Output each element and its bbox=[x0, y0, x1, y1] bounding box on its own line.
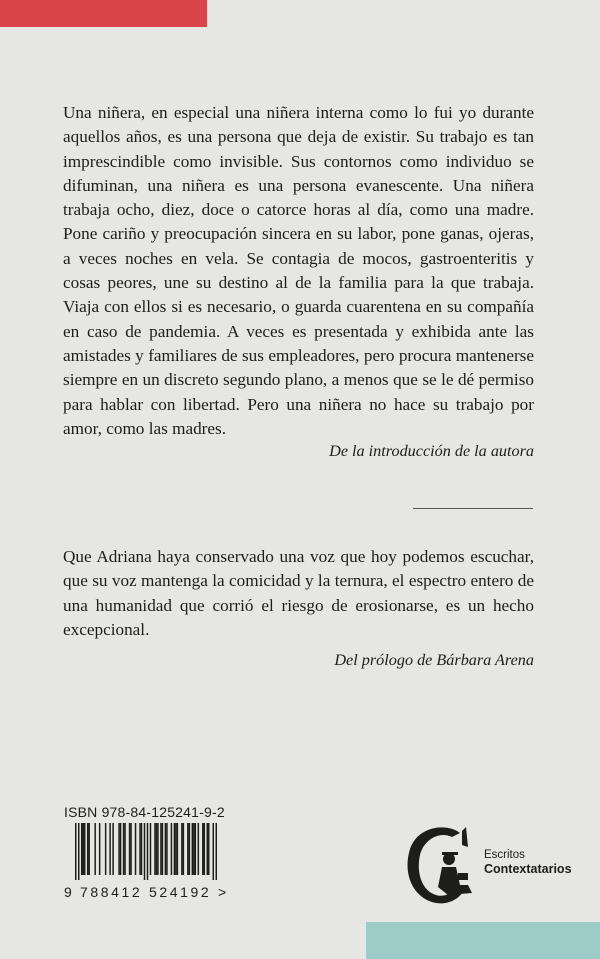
barcode-bar bbox=[94, 823, 95, 875]
barcode-bar bbox=[157, 823, 158, 875]
isbn-label: ISBN 978-84-125241-9-2 bbox=[64, 804, 225, 820]
barcode-bar bbox=[189, 823, 190, 875]
prologue-attribution: Del prólogo de Bárbara Arena bbox=[334, 651, 534, 669]
barcode-bar bbox=[82, 823, 83, 875]
bottom-accent-bar bbox=[366, 922, 600, 959]
publisher-logo-icon bbox=[402, 823, 480, 905]
barcode-bar bbox=[120, 823, 121, 875]
intro-quote: Una niñera, en especial una niñera interna como lo fui yo durante aquellos años, es una persona que deja de existir. Su trabajo es tan imprescindible como invisible. Sus contornos como individuo se difuminan, una niñera es una persona evanescente. Una niñera trabaja ocho, diez, doce o catorce horas al día, como una madre. Pone cariño y preocupación sincera en su labor, pone ganas, ojeras, a veces noches en vela. Se contagia de mocos, gastroenteritis y cosas peores, une su destino al de la familia para la que trabaja. Viaja con ellos si es necesario, o guarda cuarentena en su compañía en caso de pandemia. A veces es presentada y exhibida ante las amistades y familiares de sus empleadores, pero procura mantenerse siempre en un discreto segundo plano, a menos que se le dé permiso para hablar con libertad. Pero una niñera no hace su trabajo por amor, como las madres. bbox=[63, 103, 534, 438]
barcode-bar bbox=[213, 823, 214, 880]
barcode-bar bbox=[81, 823, 82, 875]
section-divider bbox=[413, 508, 533, 509]
barcode-bar bbox=[109, 823, 110, 875]
barcode-bar bbox=[207, 823, 208, 875]
barcode-bar bbox=[129, 823, 130, 875]
barcode-digit-first: 9 bbox=[64, 884, 72, 900]
barcode-bar bbox=[123, 823, 124, 875]
publisher-name-line2: Contextatarios bbox=[484, 862, 572, 876]
barcode-bar bbox=[175, 823, 176, 875]
barcode-bar bbox=[87, 823, 88, 875]
barcode-bar bbox=[216, 823, 217, 880]
barcode-bar bbox=[202, 823, 203, 875]
barcode-digits-left: 788412 bbox=[80, 884, 143, 900]
barcode-bar bbox=[177, 823, 178, 875]
barcode-bar bbox=[124, 823, 125, 875]
prologue-quote: Que Adriana haya conservado una voz que hoy podemos escuchar, que su voz mantenga la comicidad y la ternura, el espectro entero de una humanidad que corrió el riesgo de erosionarse, es un hecho excepcional. bbox=[63, 547, 534, 639]
barcode-bar bbox=[135, 823, 136, 875]
barcode-bar bbox=[192, 823, 193, 875]
barcode-bar bbox=[154, 823, 155, 875]
barcode-bar bbox=[150, 823, 151, 875]
barcode-bar bbox=[166, 823, 167, 875]
barcode-bar bbox=[171, 823, 172, 875]
barcode-bar bbox=[75, 823, 76, 880]
barcode-bar bbox=[198, 823, 199, 875]
barcode-bar bbox=[78, 823, 79, 880]
barcode-digits-right: 524192 bbox=[149, 884, 212, 900]
barcode-bar bbox=[147, 823, 148, 880]
barcode-bar bbox=[193, 823, 194, 875]
publisher-name bbox=[484, 848, 572, 876]
barcode-bar bbox=[183, 823, 184, 875]
barcode-bar bbox=[174, 823, 175, 875]
barcode-bar bbox=[181, 823, 182, 875]
barcode bbox=[75, 823, 217, 880]
barcode-bar bbox=[208, 823, 209, 875]
barcode-bar bbox=[162, 823, 163, 875]
publisher-name-line1: Escritos bbox=[484, 849, 525, 861]
barcode-bar bbox=[118, 823, 119, 875]
barcode-bar bbox=[112, 823, 113, 875]
barcode-bar bbox=[141, 823, 142, 875]
barcode-bar bbox=[130, 823, 131, 875]
barcode-bar bbox=[84, 823, 85, 875]
barcode-arrow: > bbox=[218, 884, 227, 900]
barcode-bar bbox=[139, 823, 140, 875]
barcode-bar bbox=[160, 823, 161, 875]
top-accent-bar bbox=[0, 0, 207, 27]
barcode-bar bbox=[165, 823, 166, 875]
barcode-bar bbox=[204, 823, 205, 875]
barcode-bar bbox=[195, 823, 196, 875]
barcode-bar bbox=[88, 823, 89, 875]
barcode-bar bbox=[144, 823, 145, 880]
intro-attribution: De la introducción de la autora bbox=[329, 442, 534, 460]
barcode-bar bbox=[105, 823, 106, 875]
barcode-bar bbox=[99, 823, 100, 875]
barcode-bar bbox=[187, 823, 188, 875]
barcode-bar bbox=[156, 823, 157, 875]
